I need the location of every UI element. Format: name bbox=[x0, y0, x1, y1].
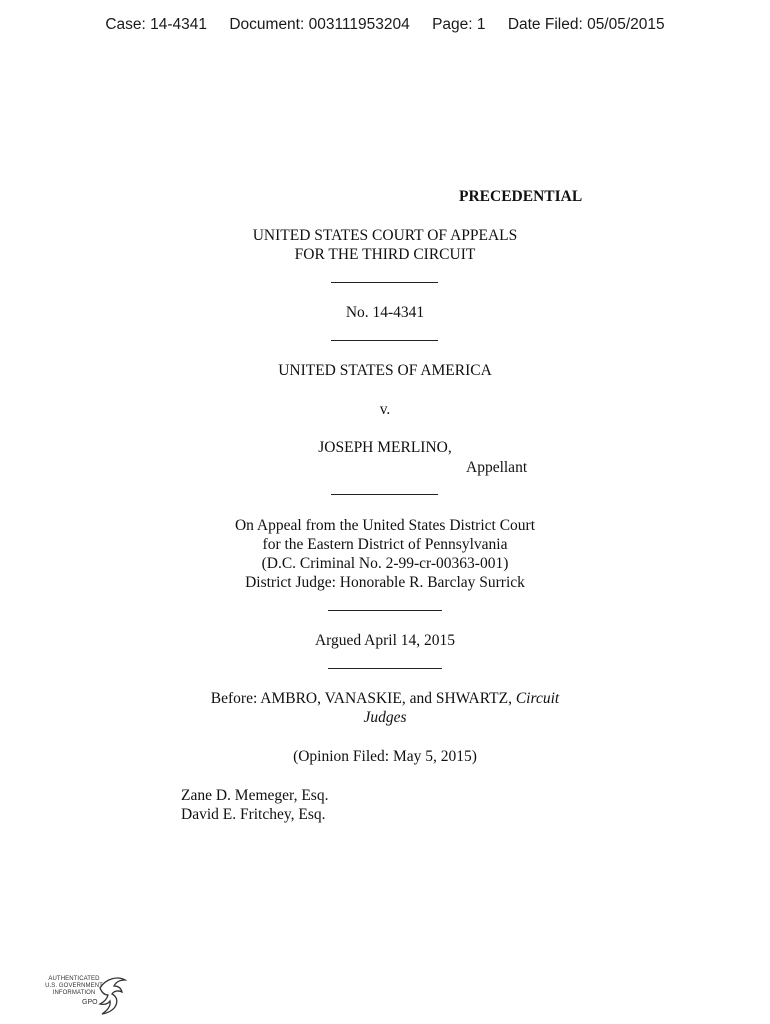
opinion-filed: (Opinion Filed: May 5, 2015) bbox=[293, 748, 477, 765]
header-document: Document: 003111953204 bbox=[229, 16, 410, 33]
versus: v. bbox=[379, 401, 391, 418]
separator-rule bbox=[328, 668, 442, 669]
argued-date: Argued April 14, 2015 bbox=[314, 632, 456, 649]
defendant-role: Appellant bbox=[466, 459, 528, 476]
appeal-line-1: On Appeal from the United States District Court bbox=[234, 517, 536, 534]
separator-rule bbox=[331, 340, 438, 341]
defendant-name: JOSEPH MERLINO, bbox=[318, 439, 452, 456]
header-case: Case: 14-4341 bbox=[105, 16, 208, 33]
counsel-1: Zane D. Memeger, Esq. bbox=[181, 787, 329, 804]
case-number: No. 14-4341 bbox=[345, 304, 425, 321]
panel-judges-names: Before: AMBRO, VANASKIE, and SHWARTZ, bbox=[210, 690, 516, 707]
plaintiff-name: UNITED STATES OF AMERICA bbox=[278, 362, 492, 379]
panel-judges-circuit: Circuit bbox=[515, 690, 560, 707]
seal-gpo-label: GPO bbox=[82, 999, 98, 1006]
appeal-line-4: District Judge: Honorable R. Barclay Surrick bbox=[245, 574, 525, 591]
eagle-icon bbox=[96, 974, 128, 1016]
header-date-filed: Date Filed: 05/05/2015 bbox=[507, 16, 665, 33]
counsel-2: David E. Fritchey, Esq. bbox=[181, 806, 326, 823]
court-name-line-1: UNITED STATES COURT OF APPEALS bbox=[252, 227, 518, 244]
panel-judges-title: Judges bbox=[363, 709, 407, 726]
appeal-info bbox=[0, 516, 770, 592]
appeal-line-2: for the Eastern District of Pennsylvania bbox=[262, 536, 508, 553]
panel-judges bbox=[0, 689, 770, 727]
appeal-line-3: (D.C. Criminal No. 2-99-cr-00363-001) bbox=[261, 555, 509, 572]
separator-rule bbox=[331, 494, 438, 495]
separator-rule bbox=[328, 610, 442, 611]
header-page: Page: 1 bbox=[432, 16, 486, 33]
court-name-line-2: FOR THE THIRD CIRCUIT bbox=[294, 246, 476, 263]
filing-header bbox=[0, 16, 770, 34]
precedential-label: PRECEDENTIAL bbox=[459, 188, 583, 205]
gpo-authentication-seal bbox=[42, 972, 132, 1018]
separator-rule bbox=[331, 282, 438, 283]
court-name bbox=[0, 226, 770, 264]
seal-text: AUTHENTICATED U.S. GOVERNMENT INFORMATION bbox=[45, 976, 103, 996]
